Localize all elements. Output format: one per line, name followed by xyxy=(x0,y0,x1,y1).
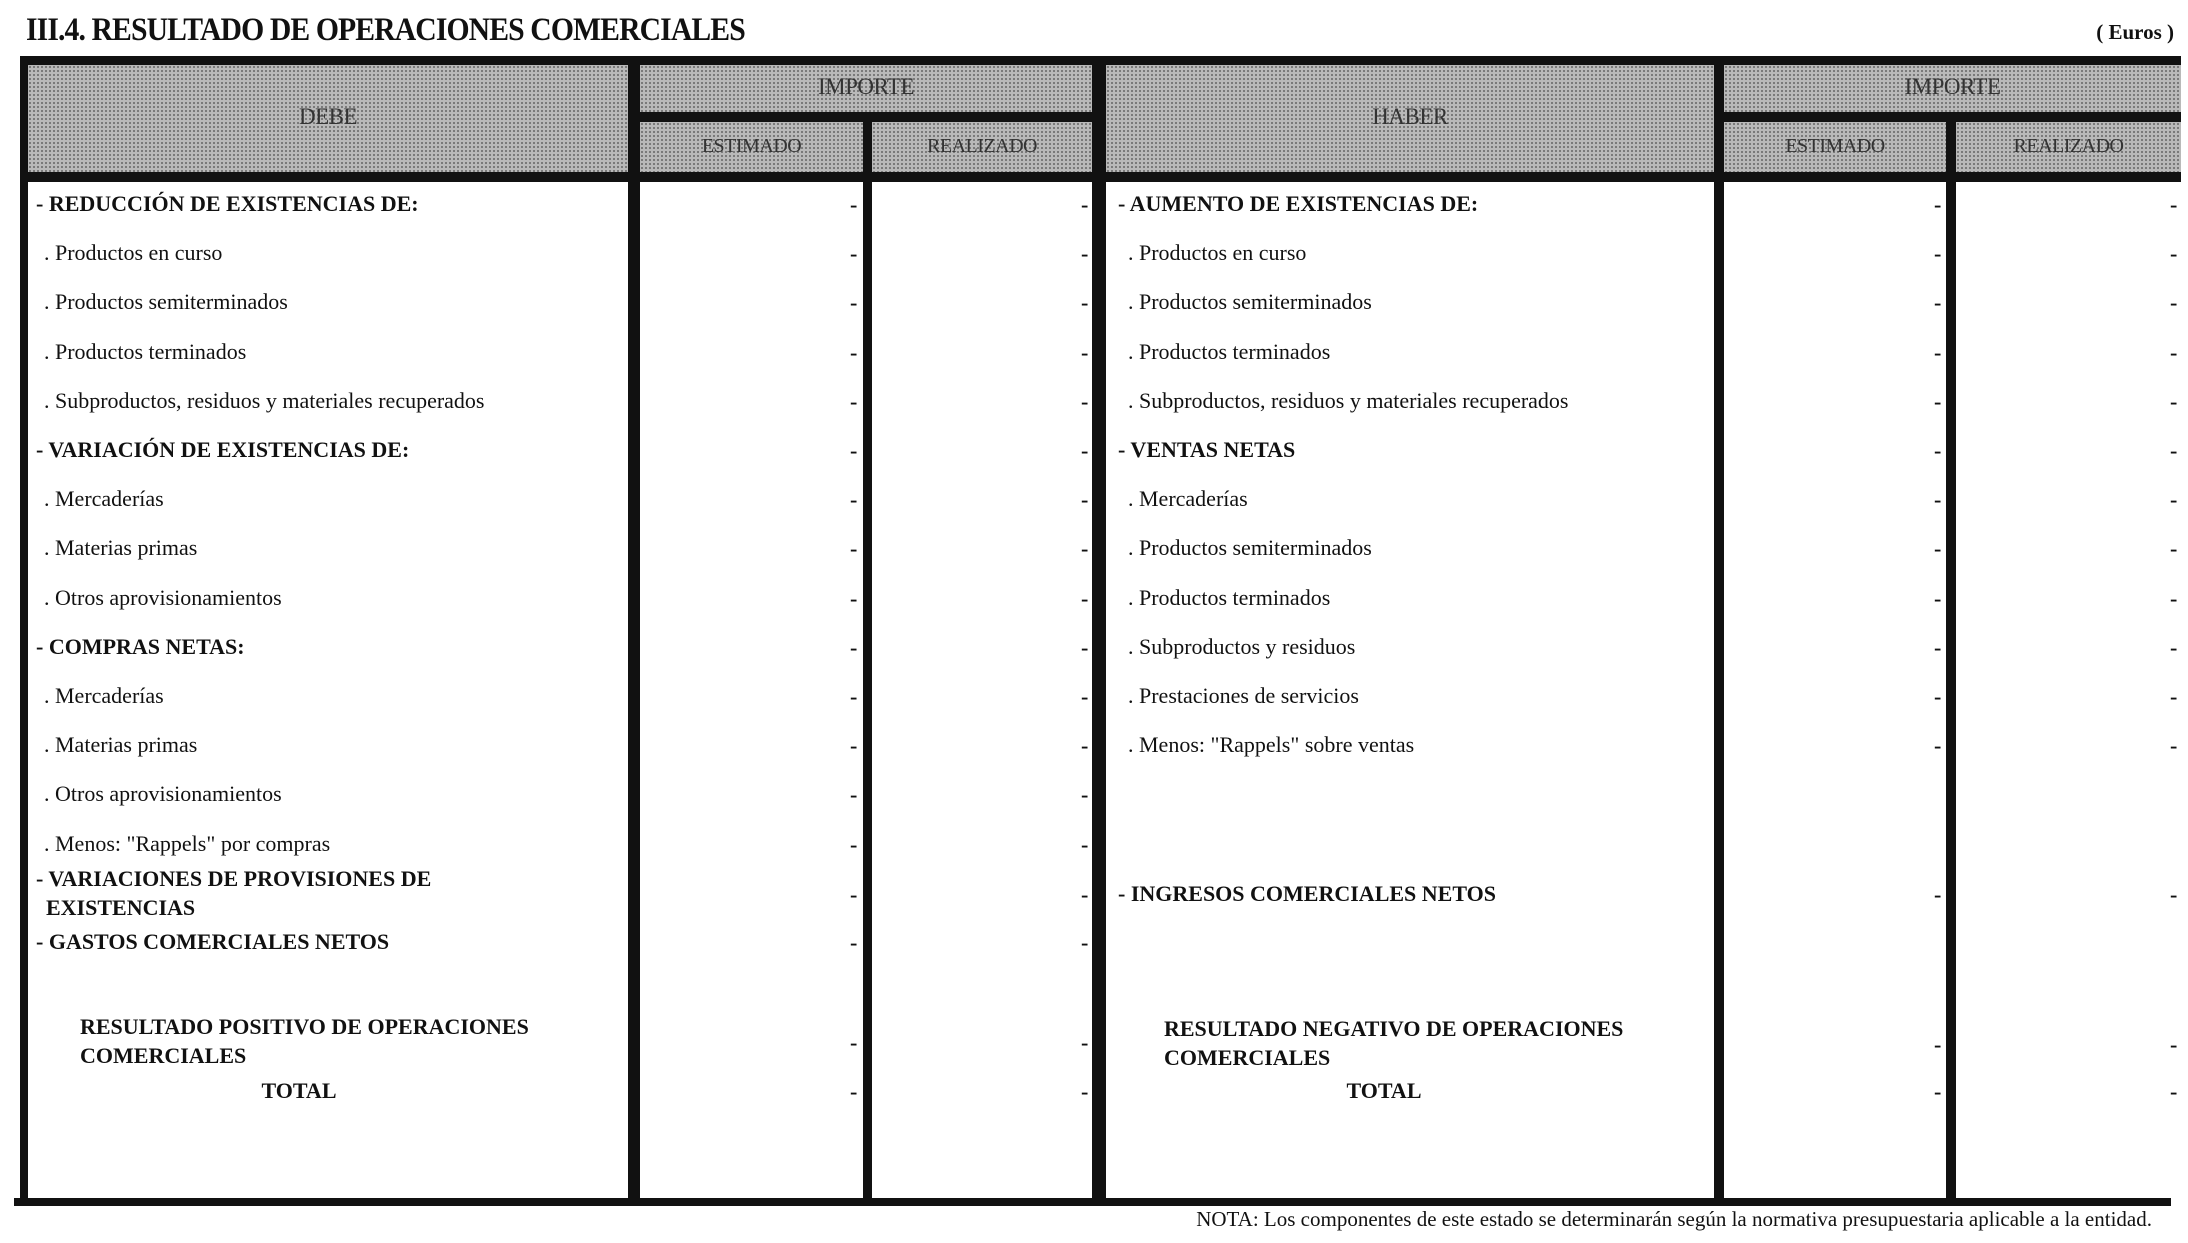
row-label-text: . Productos semiterminados xyxy=(44,289,288,315)
estimado-value: - xyxy=(1934,241,1942,267)
realizado-value: - xyxy=(1081,733,1089,759)
realizado-value: - xyxy=(1081,684,1089,709)
estimado-value: - xyxy=(1934,634,1942,660)
realizado-value: - xyxy=(1081,585,1089,611)
estimado-value: - xyxy=(1934,1079,1942,1104)
table-row-label xyxy=(44,337,246,366)
estimado-value: - xyxy=(850,733,858,759)
realizado-value: - xyxy=(1081,241,1089,267)
estimado-value: - xyxy=(1934,290,1942,316)
row-label-text: RESULTADO NEGATIVO DE OPERACIONES xyxy=(1164,1016,1624,1041)
estimado-value: - xyxy=(850,536,858,562)
column-divider xyxy=(1714,56,1724,1202)
table-row-label xyxy=(44,730,197,759)
estimado-value: - xyxy=(850,1079,858,1104)
estimado-header: ESTIMADO xyxy=(1785,135,1885,157)
table-row-label xyxy=(44,386,485,415)
currency-unit: ( Euros ) xyxy=(2096,20,2174,44)
row-label-text: - REDUCCIÓN DE EXISTENCIAS DE: xyxy=(36,191,419,216)
estimado-value: - xyxy=(1934,487,1942,513)
row-label-text: . Productos terminados xyxy=(44,338,247,364)
estimado-value: - xyxy=(850,831,858,857)
estimado-value: - xyxy=(1934,536,1942,562)
table-row-label xyxy=(36,864,431,922)
realizado-value: - xyxy=(1081,882,1089,907)
estimado-value: - xyxy=(850,930,858,955)
table-row-label xyxy=(1118,879,1496,908)
realizado-value: - xyxy=(2170,634,2178,660)
table-row-label xyxy=(1128,730,1414,759)
importe-header: IMPORTE xyxy=(1904,74,2001,99)
left-border xyxy=(20,56,28,1202)
row-label-text: . Menos: "Rappels" por compras xyxy=(44,830,331,856)
table-row-label xyxy=(1128,238,1306,267)
row-label-text: COMERCIALES xyxy=(1164,1045,1331,1070)
row-label-text: . Productos semiterminados xyxy=(1128,535,1372,561)
row-label-text: - INGRESOS COMERCIALES NETOS xyxy=(1118,881,1496,906)
estimado-value: - xyxy=(850,487,858,513)
realizado-value: - xyxy=(1081,388,1089,414)
row-label-text: - COMPRAS NETAS: xyxy=(36,633,245,659)
row-label-text: TOTAL xyxy=(1346,1078,1422,1103)
realizado-value: - xyxy=(2170,536,2178,562)
realizado-value: - xyxy=(2170,290,2178,316)
estimado-value: - xyxy=(1934,1032,1942,1057)
row-label-text: - AUMENTO DE EXISTENCIAS DE: xyxy=(1118,191,1479,216)
realizado-value: - xyxy=(2170,882,2178,907)
estimado-value: - xyxy=(1934,684,1942,709)
table-row-label xyxy=(1118,189,1478,218)
table-row-label xyxy=(1118,435,1295,464)
row-label-text: - VARIACIONES DE PROVISIONES DE xyxy=(36,866,432,891)
estimado-value: - xyxy=(1934,339,1942,365)
realizado-value: - xyxy=(1081,536,1089,562)
haber-header: HABER xyxy=(1372,104,1448,129)
estimado-value: - xyxy=(850,634,858,660)
row-label-text: . Productos terminados xyxy=(1128,338,1331,364)
table-row-label xyxy=(80,1012,529,1070)
estimado-value: - xyxy=(1934,882,1942,907)
realizado-value: - xyxy=(2170,192,2178,217)
debe-header: DEBE xyxy=(298,104,358,129)
table-row-label xyxy=(1234,1076,1534,1105)
estimado-value: - xyxy=(850,585,858,611)
row-label-text: . Otros aprovisionamientos xyxy=(44,584,282,610)
realizado-value: - xyxy=(2170,339,2178,365)
row-label-text: . Materias primas xyxy=(44,535,198,561)
realizado-header: REALIZADO xyxy=(927,135,1037,157)
realizado-value: - xyxy=(2170,684,2178,709)
row-label-text: . Subproductos, residuos y materiales recuperados xyxy=(1128,387,1569,413)
footnote: NOTA: Los componentes de este estado se determinarán según la normativa presupuestaria aplicable a la entidad. xyxy=(1196,1207,2152,1231)
realizado-value: - xyxy=(2170,1079,2178,1104)
estimado-value: - xyxy=(850,882,858,907)
row-label-text: . Productos en curso xyxy=(44,240,223,266)
realizado-value: - xyxy=(1081,930,1089,955)
row-label-text: - VARIACIÓN DE EXISTENCIAS DE: xyxy=(36,437,410,462)
table-row-label xyxy=(44,681,164,710)
table-row-label xyxy=(44,779,282,808)
estimado-value: - xyxy=(850,388,858,414)
estimado-value: - xyxy=(850,241,858,267)
importe-header: IMPORTE xyxy=(817,74,915,99)
row-label-text: . Materias primas xyxy=(44,732,198,758)
table-row-label xyxy=(44,238,222,267)
realizado-value: - xyxy=(2170,733,2178,759)
estimado-value: - xyxy=(850,290,858,316)
estimado-value: - xyxy=(850,684,858,709)
table-bottom-border xyxy=(14,1198,2171,1206)
column-divider xyxy=(1092,56,1106,1202)
row-label-text: . Otros aprovisionamientos xyxy=(44,781,282,807)
realizado-value: - xyxy=(2170,1032,2178,1057)
row-label-text: . Menos: "Rappels" sobre ventas xyxy=(1128,732,1415,758)
row-label-text: . Mercaderías xyxy=(1128,486,1248,512)
realizado-value: - xyxy=(1081,487,1089,513)
realizado-value: - xyxy=(1081,1030,1089,1055)
realizado-value: - xyxy=(1081,339,1089,365)
estimado-header: ESTIMADO xyxy=(701,135,802,157)
table-row-label xyxy=(36,189,419,218)
page-title: III.4. RESULTADO DE OPERACIONES COMERCIALES xyxy=(26,12,745,48)
estimado-value: - xyxy=(1934,438,1942,463)
estimado-value: - xyxy=(850,192,858,217)
estimado-value: - xyxy=(1934,388,1942,414)
table-row-label xyxy=(1128,681,1359,710)
table-row-label xyxy=(44,583,282,612)
row-label-text: . Mercaderías xyxy=(44,486,164,512)
table-row-label xyxy=(1128,632,1355,661)
table-row-label xyxy=(1128,484,1248,513)
realizado-value: - xyxy=(1081,192,1089,217)
table-row-label xyxy=(44,829,330,858)
realizado-value: - xyxy=(2170,585,2178,611)
row-label-text: - VENTAS NETAS xyxy=(1118,437,1296,462)
row-label-text: . Prestaciones de servicios xyxy=(1128,683,1359,708)
row-label-text: . Productos terminados xyxy=(1128,584,1331,610)
table-row-label xyxy=(44,484,164,513)
realizado-value: - xyxy=(1081,634,1089,660)
row-label-text: . Subproductos y residuos xyxy=(1128,633,1356,659)
row-label-text: . Mercaderías xyxy=(44,683,164,708)
row-label-text: TOTAL xyxy=(261,1078,337,1103)
table-row-label xyxy=(1128,287,1372,316)
table-row-label xyxy=(149,1076,449,1105)
estimado-value: - xyxy=(1934,733,1942,759)
estimado-value: - xyxy=(850,438,858,463)
realizado-value: - xyxy=(2170,487,2178,513)
row-label-text: - GASTOS COMERCIALES NETOS xyxy=(36,929,390,954)
estimado-value: - xyxy=(850,339,858,365)
table-row-label xyxy=(1128,337,1330,366)
row-label-text: COMERCIALES xyxy=(80,1043,247,1068)
estimado-value: - xyxy=(850,782,858,808)
table-row-label xyxy=(1164,1014,1623,1072)
realizado-value: - xyxy=(2170,438,2178,463)
table-row-label xyxy=(1128,583,1330,612)
row-label-text: RESULTADO POSITIVO DE OPERACIONES xyxy=(80,1014,529,1039)
realizado-value: - xyxy=(1081,831,1089,857)
column-divider xyxy=(863,112,872,1202)
column-divider xyxy=(1946,112,1956,1202)
realizado-header: REALIZADO xyxy=(2013,135,2124,157)
row-label-text: EXISTENCIAS xyxy=(46,895,196,920)
realizado-value: - xyxy=(2170,241,2178,267)
table-row-label xyxy=(44,287,288,316)
table-row-label xyxy=(36,927,389,956)
column-divider xyxy=(628,56,640,1202)
row-label-text: . Subproductos, residuos y materiales recuperados xyxy=(44,387,485,413)
realizado-value: - xyxy=(2170,388,2178,414)
estimado-value: - xyxy=(1934,585,1942,611)
estimado-value: - xyxy=(1934,192,1942,217)
estimado-value: - xyxy=(850,1030,858,1055)
table-row-label xyxy=(36,435,409,464)
realizado-value: - xyxy=(1081,1079,1089,1104)
table-row-label xyxy=(36,632,245,661)
row-label-text: . Productos en curso xyxy=(1128,240,1307,266)
table-row-label xyxy=(44,533,197,562)
row-label-text: . Productos semiterminados xyxy=(1128,289,1372,315)
realizado-value: - xyxy=(1081,782,1089,808)
table-row-label xyxy=(1128,386,1569,415)
table-row-label xyxy=(1128,533,1372,562)
realizado-value: - xyxy=(1081,290,1089,316)
realizado-value: - xyxy=(1081,438,1089,463)
